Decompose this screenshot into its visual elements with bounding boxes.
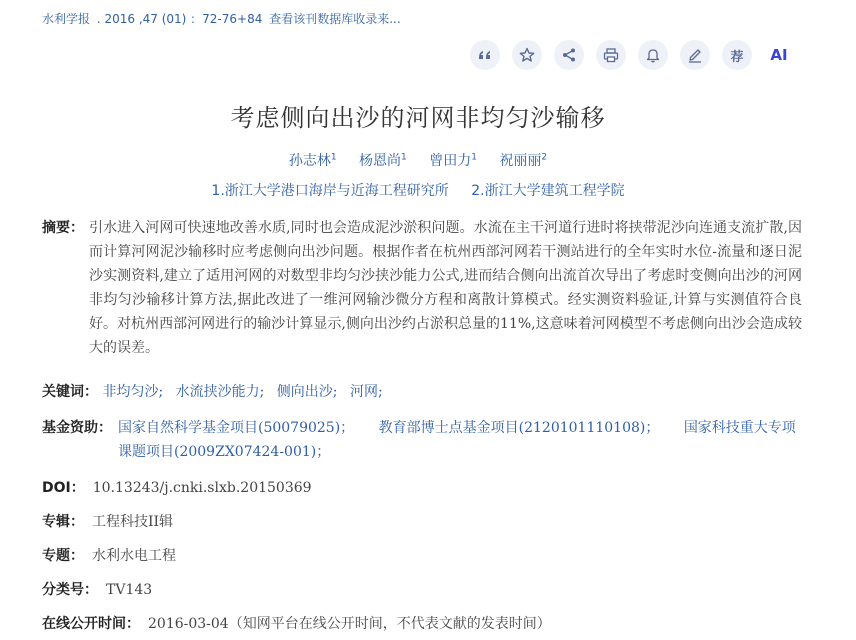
print-button[interactable] — [596, 40, 626, 70]
author-link[interactable]: 祝丽丽$^2$ — [499, 152, 548, 169]
quote-icon — [477, 47, 493, 63]
keywords-section — [42, 380, 802, 404]
keyword-link[interactable]: 侧向出沙; — [276, 384, 338, 400]
series-label: 专辑： — [42, 514, 84, 530]
ai-button[interactable] — [764, 40, 794, 70]
abstract-label: 摘要： — [42, 220, 84, 236]
fund-section — [42, 416, 802, 464]
cite-button[interactable] — [470, 40, 500, 70]
article-title: 考虑侧向出沙的河网非均匀沙输移 — [230, 104, 606, 132]
share-button[interactable] — [554, 40, 584, 70]
author-link[interactable]: 孙志林$^1$ — [288, 152, 337, 169]
classification-label: 分类号： — [42, 582, 98, 598]
fund-link[interactable]: 国家自然科学基金项目(50079025)； — [118, 420, 355, 436]
alert-button[interactable] — [638, 40, 668, 70]
toolbar — [470, 40, 794, 70]
keyword-link[interactable]: 河网; — [349, 384, 383, 400]
online-date-label: 在线公开时间： — [42, 616, 140, 632]
bell-icon — [645, 47, 661, 63]
keywords-label: 关键词： — [42, 384, 98, 400]
online-date-value: 2016-03-04（知网平台在线公开时间，不代表文献的发表时间） — [148, 616, 551, 632]
keyword-link[interactable]: 非均匀沙; — [102, 384, 164, 400]
keyword-link[interactable]: 水流挟沙能力; — [175, 384, 265, 400]
abstract-text: 引水进入河网可快速地改善水质,同时也会造成泥沙淤积问题。水流在主干河道行进时将挟带泥沙向连通支流扩散,因而计算河网泥沙输移时应考虑侧向出沙问题。根据作者在杭州西部河网若干测站进行的全年实时水位-流量和逐日泥沙实测资料,建立了适用河网的对数型非均匀沙挟沙能力公式,进而结合侧向出流首次导出了考虑时变侧向出沙的河网非均匀沙输移计算方法,据此改进了一维河网输沙微分方程和离散计算模式。经实测资料验证,计算与实测值符合良好。对杭州西部河网进行的输沙计算显示,侧向出沙约占淤积总量的11%,这意味着河网模型不考虑侧向出沙会造成较大的误差。 — [89, 220, 802, 356]
topic-value: 水利水电工程 — [92, 548, 176, 564]
issue-info: . 2016 ,47 (01) ：72-76+84 — [96, 12, 263, 26]
topic-section — [42, 544, 802, 568]
series-section — [42, 510, 802, 534]
abstract-section — [42, 216, 802, 360]
doi-label: DOI： — [42, 480, 85, 496]
author-link[interactable]: 杨恩尚$^1$ — [359, 152, 407, 169]
classification-value: TV143 — [106, 582, 153, 598]
print-icon — [603, 47, 619, 63]
online-date-section — [42, 612, 802, 636]
doi-section — [42, 476, 802, 500]
fund-link[interactable]: 国家科技重大专项课题项目(2009ZX07424-001)； — [118, 420, 796, 460]
ai-label: AI — [770, 46, 788, 64]
author-link[interactable]: 曾田力$^1$ — [429, 152, 477, 169]
organization-list — [0, 180, 836, 200]
classification-section — [42, 578, 802, 602]
database-link[interactable]: 查看该刊数据库收录来... — [269, 12, 401, 26]
recommend-button[interactable] — [722, 40, 752, 70]
series-value: 工程科技II辑 — [92, 514, 174, 530]
organization-link[interactable]: 1.浙江大学港口海岸与近海工程研究所 — [211, 183, 449, 199]
pencil-icon — [687, 47, 703, 63]
journal-link[interactable]: 水利学报 — [42, 12, 91, 26]
fund-label: 基金资助： — [42, 420, 112, 436]
author-list — [0, 150, 836, 170]
source-line — [42, 10, 404, 27]
fund-link[interactable]: 教育部博士点基金项目(2120101110108)； — [378, 420, 660, 436]
organization-link[interactable]: 2.浙江大学建筑工程学院 — [471, 183, 625, 199]
share-icon — [561, 47, 577, 63]
favorite-button[interactable] — [512, 40, 542, 70]
topic-label: 专题： — [42, 548, 84, 564]
note-button[interactable] — [680, 40, 710, 70]
star-icon — [519, 47, 535, 63]
doi-value: 10.13243/j.cnki.slxb.20150369 — [92, 480, 312, 496]
recommend-label: 荐 — [730, 49, 744, 65]
